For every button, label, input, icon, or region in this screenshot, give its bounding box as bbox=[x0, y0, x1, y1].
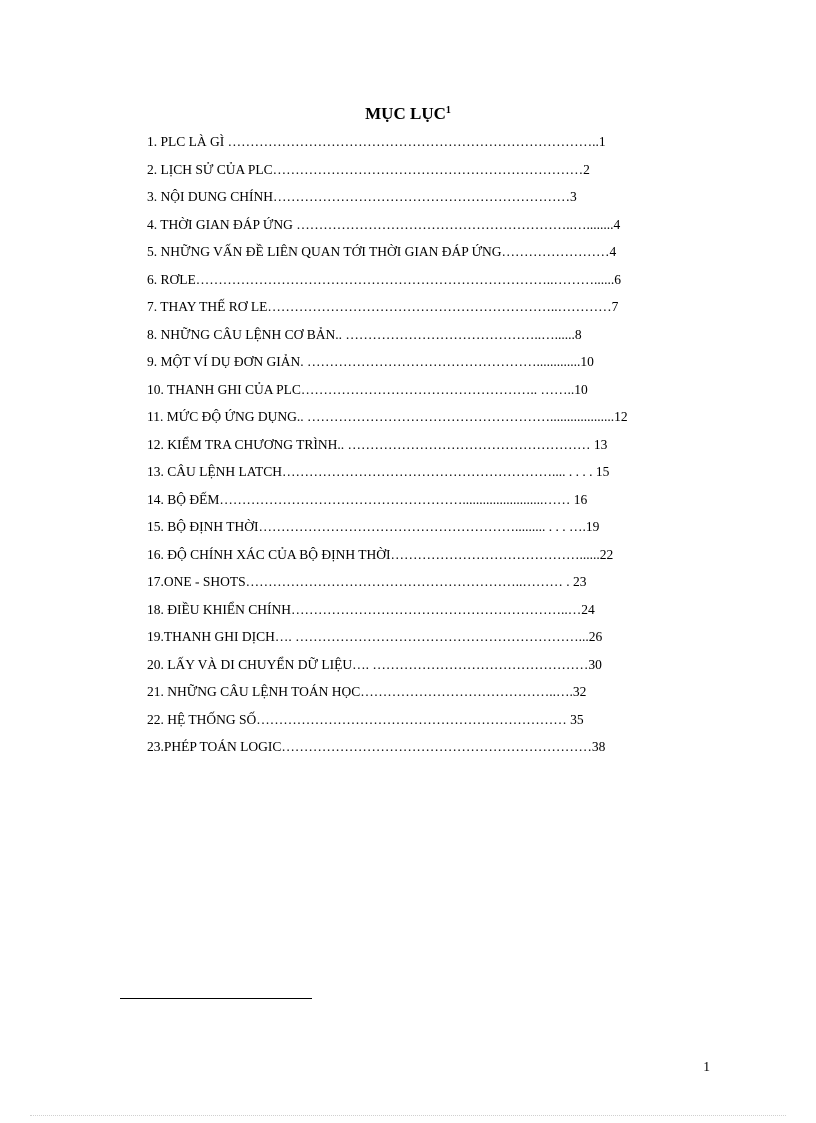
toc-entry-20[interactable] bbox=[120, 656, 700, 684]
toc-entry-text: 18. ĐIỀU KHIỂN CHÍNH……………………………………………………..…24 bbox=[147, 601, 595, 617]
toc-entry-text: 17.ONE - SHOTS……………………………………………………..……… . 23 bbox=[147, 574, 587, 589]
toc-entry-23[interactable] bbox=[120, 738, 700, 766]
toc-entry-9[interactable] bbox=[120, 353, 700, 381]
toc-entry-text: 12. KIỂM TRA CHƯƠNG TRÌNH.. ……………………………………………… 13 bbox=[147, 436, 608, 452]
table-of-contents bbox=[120, 133, 700, 766]
page-title bbox=[0, 103, 816, 125]
toc-entry-text: 10. THANH GHI CỦA PLC…………………………………………….. ……..10 bbox=[147, 381, 588, 397]
toc-entry-1[interactable] bbox=[120, 133, 700, 161]
toc-entry-2[interactable] bbox=[120, 161, 700, 189]
title-text: MỤC LỤC bbox=[365, 104, 446, 123]
toc-entry-19[interactable] bbox=[120, 628, 700, 656]
toc-entry-3[interactable] bbox=[120, 188, 700, 216]
toc-entry-text: 5. NHỮNG VẤN ĐỀ LIÊN QUAN TỚI THỜI GIAN ĐÁP ỨNG……………………4 bbox=[147, 244, 617, 259]
toc-entry-text: 14. BỘ ĐẾM………………………………………………........................…… 16 bbox=[147, 491, 588, 507]
page-number: 1 bbox=[703, 1059, 710, 1074]
toc-entry-22[interactable] bbox=[120, 711, 700, 739]
toc-entry-text: 13. CÂU LỆNH LATCH…………………………………………………….... . . . . 15 bbox=[147, 464, 610, 479]
toc-entry-5[interactable] bbox=[120, 243, 700, 271]
toc-entry-text: 19.THANH GHI DỊCH…. ………………………………………………………...26 bbox=[147, 629, 603, 644]
toc-entry-text: 3. NỘI DUNG CHÍNH…………………………………………………………3 bbox=[147, 189, 577, 204]
footnote-separator bbox=[120, 998, 312, 999]
footnote-marker: 1 bbox=[445, 105, 451, 116]
toc-entry-13[interactable] bbox=[120, 463, 700, 491]
toc-entry-6[interactable] bbox=[120, 271, 700, 299]
toc-entry-21[interactable] bbox=[120, 683, 700, 711]
toc-entry-text: 9. MỘT VÍ DỤ ĐƠN GIẢN. …………………………………………….............10 bbox=[147, 354, 594, 369]
toc-entry-17[interactable] bbox=[120, 573, 700, 601]
toc-entry-text: 20. LẤY VÀ DI CHUYỂN DỮ LIỆU…. …………………………………………30 bbox=[147, 656, 602, 672]
toc-entry-16[interactable] bbox=[120, 546, 700, 574]
toc-entry-text: 11. MỨC ĐỘ ỨNG DỤNG.. ………………………………………………...................12 bbox=[147, 409, 628, 424]
toc-entry-text: 22. HỆ THỐNG SỐ…………………………………………………………… 35 bbox=[147, 711, 584, 727]
toc-entry-15[interactable] bbox=[120, 518, 700, 546]
toc-entry-7[interactable] bbox=[120, 298, 700, 326]
toc-entry-14[interactable] bbox=[120, 491, 700, 519]
toc-entry-text: 4. THỜI GIAN ĐÁP ỨNG ……………………………………………………..…........4 bbox=[147, 216, 621, 232]
toc-entry-text: 6. RƠLE……………………………………………………………………..………......6 bbox=[147, 271, 621, 287]
toc-entry-8[interactable] bbox=[120, 326, 700, 354]
toc-entry-18[interactable] bbox=[120, 601, 700, 629]
toc-entry-text: 8. NHỮNG CÂU LỆNH CƠ BẢN.. ……………………………………..…......8 bbox=[147, 326, 582, 342]
toc-entry-11[interactable] bbox=[120, 408, 700, 436]
toc-entry-text: 7. THAY THẾ RƠ LE………………………………………………………..…………7 bbox=[147, 299, 619, 314]
toc-entry-text: 23.PHÉP TOÁN LOGIC……………………………………………………………38 bbox=[147, 739, 606, 754]
toc-entry-text: 21. NHỮNG CÂU LỆNH TOÁN HỌC……………………………………..….32 bbox=[147, 684, 587, 699]
toc-entry-10[interactable] bbox=[120, 381, 700, 409]
toc-entry-text: 15. BỘ ĐỊNH THỜI…………………………………………………......... . . . ….19 bbox=[147, 519, 600, 534]
toc-entry-text: 2. LỊCH SỬ CỦA PLC……………………………………………………………2 bbox=[147, 161, 590, 177]
toc-entry-text: 1. PLC LÀ GÌ ………………………………………………………………………..1 bbox=[147, 134, 606, 149]
toc-entry-text: 16. ĐỘ CHÍNH XÁC CỦA BỘ ĐỊNH THỜI……………………………………......22 bbox=[147, 546, 614, 562]
toc-entry-12[interactable] bbox=[120, 436, 700, 464]
toc-entry-4[interactable] bbox=[120, 216, 700, 244]
page-bottom-edge bbox=[30, 1115, 786, 1116]
